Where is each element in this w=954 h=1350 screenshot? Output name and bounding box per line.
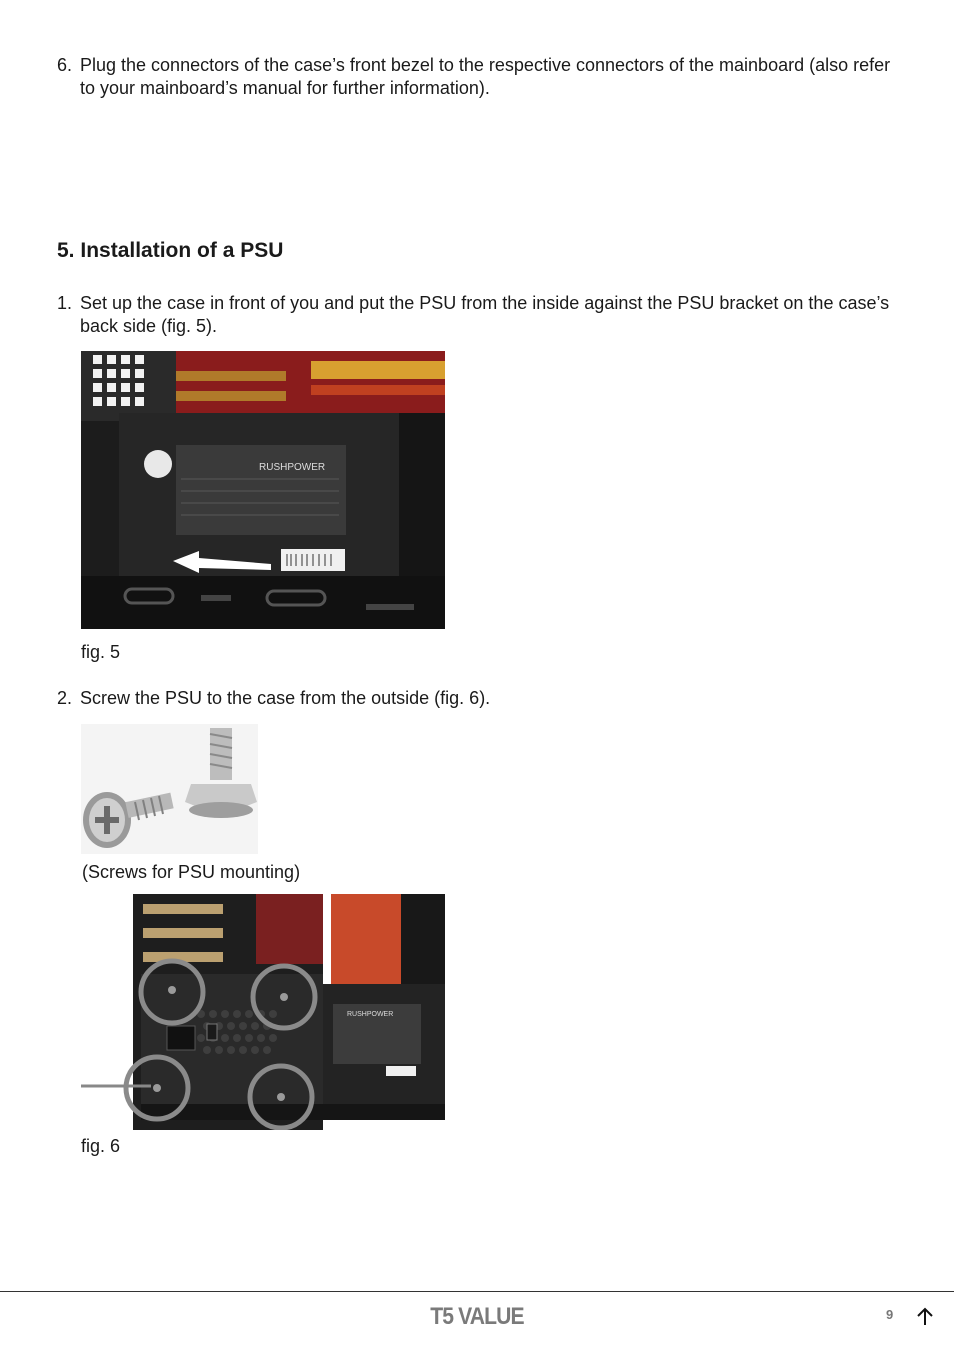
psu-brand-label: RUSHPOWER: [347, 1011, 394, 1018]
section-title: Installation of a PSU: [80, 239, 284, 262]
psu-screws-image: [81, 724, 258, 854]
step-1: [57, 292, 907, 338]
psu-brand-label: RUSHPOWER: [259, 462, 326, 473]
page-number: 9: [886, 1307, 894, 1322]
screws-caption: (Screws for PSU mounting): [82, 862, 301, 882]
step-text: Set up the case in front of you and put the PSU from the inside against the PSU bracket on the case’s back side (fig. 5).: [80, 293, 890, 336]
step-text: Plug the connectors of the case’s front bezel to the respective connectors of the mainboard (also refer to your mainboard’s manual for further information).: [80, 55, 891, 98]
fig6-caption: fig. 6: [81, 1136, 121, 1156]
fig5-caption: fig. 5: [81, 642, 121, 662]
footer-product-title: T5 VALUE: [430, 1303, 524, 1330]
step-number: 2.: [57, 688, 73, 708]
step-6: [57, 54, 907, 100]
back-to-top-arrow-icon[interactable]: [914, 1306, 936, 1328]
psu-against-bracket-image: [81, 351, 445, 629]
footer-divider: [0, 1291, 954, 1292]
step-2: [57, 687, 907, 710]
section-heading: [57, 239, 283, 263]
rohs-seal: [144, 450, 172, 478]
psu-screwed-to-case-image: [81, 894, 445, 1130]
fig6-photo: [81, 894, 445, 1130]
step-number: 1.: [57, 293, 73, 313]
screws-photo: [81, 724, 258, 854]
step-text: Screw the PSU to the case from the outside (fig. 6).: [80, 688, 491, 708]
section-number: 5.: [57, 239, 75, 262]
step-number: 6.: [57, 55, 73, 75]
fig5-photo: [81, 351, 445, 629]
